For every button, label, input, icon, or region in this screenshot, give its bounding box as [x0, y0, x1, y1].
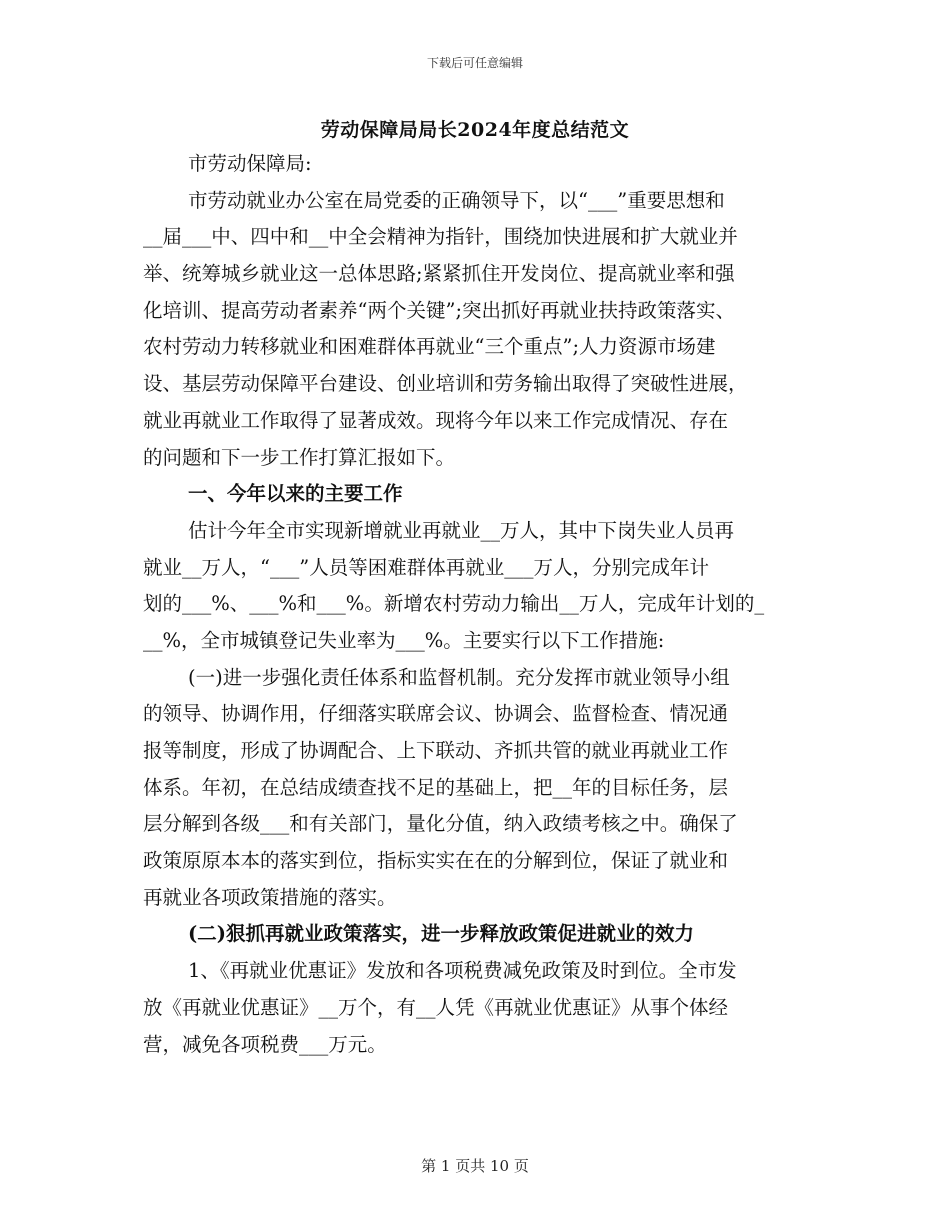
paragraph-line: 市劳动就业办公室在局党委的正确领导下，以“___”重要思想和: [188, 188, 725, 212]
page-number: 第 1 页共 10 页: [421, 1157, 529, 1175]
paragraph-line: 的领导、协调作用，仔细落实联席会议、协调会、监督检查、情况通: [143, 702, 729, 726]
paragraph-line: 化培训、提高劳动者素养“两个关键”;突出抓好再就业扶持政策落实、: [143, 298, 736, 322]
paragraph-line: 农村劳动力转移就业和困难群体再就业“三个重点”;人力资源市场建: [143, 335, 716, 359]
section-heading: 一、今年以来的主要工作: [188, 482, 403, 506]
paragraph-line: 体系。年初，在总结成绩查找不足的基础上，把__年的目标任务，层: [143, 775, 729, 799]
paragraph-line: 政策原原本本的落实到位，指标实实在在的分解到位，保证了就业和: [143, 849, 729, 873]
paragraph-line: 设、基层劳动保障平台建设、创业培训和劳务输出取得了突破性进展，: [143, 372, 748, 396]
paragraph-line: 就业再就业工作取得了显著成效。现将今年以来工作完成情况、存在: [143, 408, 729, 432]
paragraph-line: 举、统筹城乡就业这一总体思路;紧紧抓住开发岗位、提高就业率和强: [143, 262, 735, 286]
document-body: [143, 146, 811, 1063]
paragraph-line: 层分解到各级___和有关部门，量化分值，纳入政绩考核之中。确保了: [143, 812, 738, 836]
subsection-heading: (二)狠抓再就业政策落实，进一步释放政策促进就业的效力: [188, 922, 694, 946]
paragraph-line: 1、《再就业优惠证》发放和各项税费减免政策及时到位。全市发: [188, 959, 737, 983]
paragraph-line: 营，减免各项税费___万元。: [143, 1032, 387, 1056]
document-title: 劳动保障局局长2024年度总结范文: [320, 119, 630, 141]
paragraph-line: __%，全市城镇登记失业率为___%。主要实行以下工作措施:: [143, 628, 665, 652]
paragraph-line: 估计今年全市实现新增就业再就业__万人，其中下岗失业人员再: [188, 518, 735, 542]
paragraph-line: 再就业各项政策措施的落实。: [143, 885, 397, 909]
paragraph-line: (一)进一步强化责任体系和监督机制。充分发挥市就业领导小组: [188, 665, 730, 689]
salutation: 市劳动保障局:: [188, 152, 312, 175]
paragraph-line: 就业__万人，“___”人员等困难群体再就业___万人，分别完成年计: [143, 555, 709, 579]
paragraph-line: 放《再就业优惠证》__万个，有__人凭《再就业优惠证》从事个体经: [143, 995, 729, 1019]
paragraph-line: 的问题和下一步工作打算汇报如下。: [143, 445, 456, 469]
paragraph-line: 划的___%、___%和___%。新增农村劳动力输出__万人，完成年计划的_: [143, 592, 765, 616]
paragraph-line: __届___中、四中和__中全会精神为指针，围绕加快进展和扩大就业并: [143, 225, 738, 249]
paragraph-line: 报等制度，形成了协调配合、上下联动、齐抓共管的就业再就业工作: [143, 739, 729, 762]
page-header-note: 下载后可任意编辑: [426, 56, 523, 70]
